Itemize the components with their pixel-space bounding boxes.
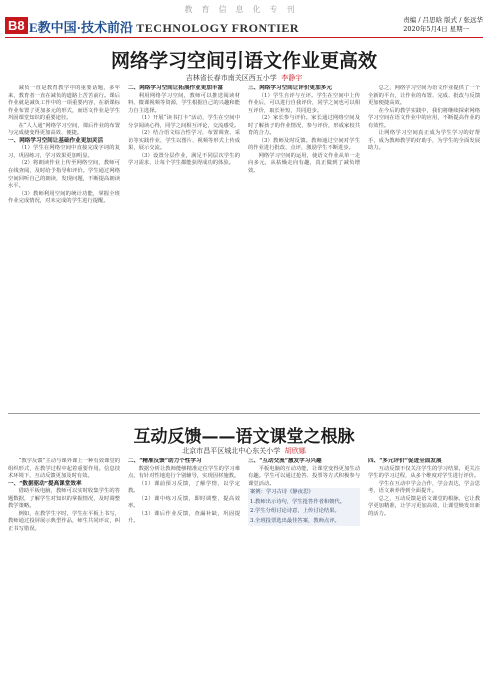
header-rule: [5, 37, 483, 38]
article1-title: 网络学习空间引语文作业更高效: [110, 50, 377, 72]
article2-col-1: [8, 458, 120, 686]
article2-unit: 北京市昌平区城北中心东关小学: [182, 447, 281, 455]
article2-col-4: [368, 458, 480, 686]
paragraph: 学生在互动中学会合作，学会表达，学会思考，语文素养得到全面提升。: [368, 480, 480, 495]
paragraph: 互动反馈不仅关注学生的学习结果，更关注学生的学习过程，从多个维度对学生进行评价。: [368, 465, 480, 480]
paragraph: （1）学生在网络空间中直接完成字词的复习、巩固练习，学习效果更加明显。: [8, 145, 120, 159]
paragraph: 在今后的教学实践中，我们将继续探索网络学习空间在语文作业中的应用，不断提高作业的有效性。: [368, 107, 480, 129]
paragraph: （2）课中练习反馈，即时调整，提高效率。: [128, 495, 240, 510]
article1-col-3: [248, 85, 360, 407]
article2-body: [8, 458, 480, 686]
paragraph: （1）学生自评与互评。学生在空间中上传作业后，可以进行自我评价，同学之间也可以相互评价，取长补短，共同进步。: [248, 92, 360, 114]
paragraph: （1）课前预习反馈，了解学情，以学定教。: [128, 480, 240, 495]
editor-line: 责编 / 吕思晗 版式 / 张远华: [403, 16, 483, 24]
paragraph: （3）设置分层作业，满足不同层次学生的学习需求，让每个学生都能获得成功的体验。: [128, 152, 240, 167]
subheading: 二、“精准反馈”助力个性学习: [128, 458, 202, 464]
paragraph: （3）教师利用空间的统计功能，掌握全班作业完成情况，对未完成的学生进行提醒。: [8, 190, 120, 205]
article2-title: 互动反馈——语文课堂之根脉: [133, 427, 355, 447]
paragraph: “教学反馈”主动与课外课上一种有效课堂的组织形式，在教学过程中起着重要作用。信息技术环境下，互动反馈更加及时有效。: [8, 458, 120, 480]
paragraph: （1）开展“读书打卡”活动，学生在空间中分享阅读心得，同学之间相互评论，交流感受。: [128, 115, 240, 129]
paragraph: 减负一直是教育教学中的重要话题，多年来，教育者一直在减负的道路上苦苦前行。课后作业就是减负工作中的一项重要内容，在新课标作业布置了更加多元的形式，而语文作业是学生巩固课堂知识的重要途径。: [8, 85, 120, 122]
case-step: 1.教师出示诗句，学生抢答作者和朝代。: [248, 498, 360, 508]
paragraph: 平板电脑的互动功能，让课堂变得更加生动有趣。学生可以通过抢答、投票等方式积极参与课堂活动。: [248, 465, 360, 487]
article2-byline: [0, 446, 488, 456]
article1-byline: [0, 73, 488, 83]
section-title: [29, 17, 299, 36]
subheading: 四、“多元评价”促进全面发展: [368, 458, 442, 464]
article2-col-2: [128, 458, 240, 686]
subheading: 三、网络学习空间让评价更加多元: [248, 85, 332, 91]
article1-unit: 吉林省长春市南关区西五小学: [185, 74, 277, 82]
paragraph: （2）结合语文综合性学习，布置调查、采访等实践作业，学生以图片、视频等形式上传成果，展示交流。: [128, 130, 240, 152]
date-line: 2020年5月4日 星期一: [403, 25, 470, 33]
article1-col-1: [8, 85, 120, 407]
header-tagline: 教育信息化专刊: [184, 5, 304, 14]
page-number: B8: [5, 17, 28, 34]
paragraph: 总之，互动反馈是语文课堂的根脉，它让教学更加精准，让学习更加高效，让课堂焕发出新的活力。: [368, 495, 480, 517]
paragraph: （2）家长参与评价。家长通过网络空间及时了解孩子的作业情况，参与评价，形成家校共育的合力。: [248, 115, 360, 137]
header-meta: [403, 16, 483, 34]
paragraph: 网络学习空间的运用，使语文作业从单一走向多元，从枯燥走向有趣，真正做到了减负增效。: [248, 152, 360, 175]
article1-author: 李静宇: [281, 74, 303, 82]
paragraph: 总之，网络学习空间为语文作业提供了一个全新的平台，让作业的布置、完成、批改与反馈更加便捷高效。: [368, 85, 480, 107]
paragraph: （3）课后作业反馈，查漏补缺，巩固提升。: [128, 510, 240, 525]
subheading: 二、网络学习空间让拓展作业更加丰富: [128, 85, 224, 91]
paragraph: （3）教师及时反馈。教师通过空间对学生的作业进行批改、点评，激励学生不断进步。: [248, 137, 360, 152]
paragraph: 利用网络学习空间，教师可以推送阅读材料、微课视频等资源，学生根据自己的兴趣和能力自主选择。: [128, 92, 240, 114]
paragraph: 数据分析让教师能够精准定位学生的学习难点，有针对性地进行个别辅导，实现因材施教。: [128, 465, 240, 480]
paragraph: （2）将朗读作业上传至网络空间，教师可在线查阅，及时给予指导和评价。学生通过网络空间回听自己的朗读，发现问题，不断提高朗读水平。: [8, 160, 120, 190]
paragraph: 在“人人通”网络学习空间，课后作业的布置与完成使变得更加高效、便捷。: [8, 122, 120, 137]
article2-col-3: [248, 458, 360, 686]
page-header: [5, 16, 483, 38]
paragraph: 借助平板电脑，教师可以实时收集学生的答题数据，了解学生对知识的掌握情况，及时调整教学策略。: [8, 488, 120, 510]
case-step: 2.学生分组讨论诗意，上传讨论结果。: [248, 507, 360, 517]
subheading: 三、“互动交流”激发学习兴趣: [248, 458, 322, 464]
article1-col-4: [368, 85, 480, 407]
subheading: 一、“数据驱动”提高课堂效率: [8, 480, 82, 487]
section-title-en: TECHNOLOGY FRONTIER: [136, 21, 300, 35]
paragraph: 例如，在教学生字时，学生在平板上书写，教师通过投屏展示典型作品，师生共同评议，纠正书写错误。: [8, 510, 120, 532]
case-heading: 案例：学习古诗《静夜思》: [248, 488, 360, 498]
section-title-cn: E教中国·技术前沿: [29, 20, 134, 35]
case-step: 3.全班投票选出最佳答案，教师点评。: [248, 517, 360, 527]
article-divider: [8, 413, 480, 414]
article1-col-2: [128, 85, 240, 407]
article1-body: [8, 85, 480, 407]
paragraph: 让网络学习空间真正成为学生学习的好帮手，成为教师教学的好助手，为学生的全面发展助力。: [368, 130, 480, 152]
subheading: 一、网络学习空间让基础作业更加灵活: [8, 137, 104, 144]
article2-author: 胡欣娜: [284, 447, 306, 455]
